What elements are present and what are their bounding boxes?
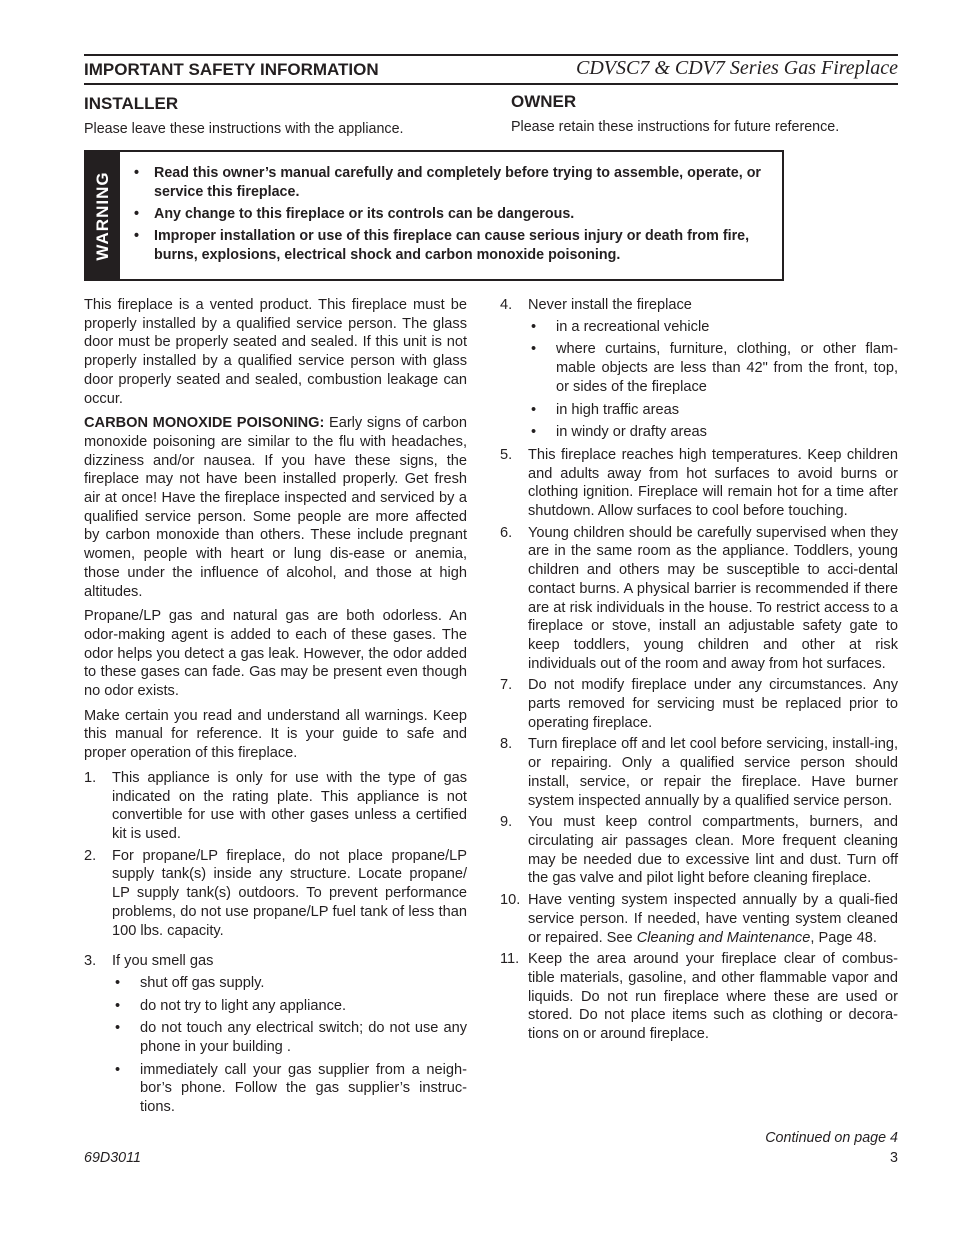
list-item-7: 7. Do not modify fireplace under any circumstances. Any parts removed for servicing must be replaced prior to operating fireplace. [500, 677, 898, 731]
sub-item: • do not touch any electrical switch; do not use any phone in your building . [115, 1020, 467, 1056]
sub-item: • shut off gas supply. [115, 974, 265, 991]
sub-item: • in a recreational vehicle [531, 318, 710, 335]
bullet-icon: • [531, 341, 537, 358]
list-item-11: 11. Keep the area around your fireplace clear of combus-tible materials, gasoline, and other flammable vapor and liquids. Do not run fireplace where these are used or stored. Do not place items such as clothing or decora-tions on or around fireplace. [500, 951, 898, 1043]
continued-note: Continued on page 4 [765, 1130, 898, 1146]
warning-item: • Read this owner’s manual carefully and completely before trying to assemble, operate, or service this fireplace. [134, 165, 761, 200]
sub-item: • do not try to light any appliance. [115, 997, 347, 1014]
list-item-4: 4. Never install the fireplace • in a recreational vehicle • where curtains, furniture, clothing, or other flam-mable objects are less than 42" from the front, top, or sides of the fireplace • in high traffic areas • in windy or drafty areas [500, 297, 898, 441]
header-top-rule [84, 54, 898, 56]
page-number: 3 [890, 1150, 898, 1166]
list-item-1: 1. This appliance is only for use with the type of gas indicated on the rating plate. This appliance is not convertible for use with other gases unless a certified kit is used. [84, 769, 467, 842]
bullet-icon: • [115, 1020, 121, 1037]
sub-item: • in windy or drafty areas [531, 424, 707, 441]
warning-item: • Improper installation or use of this fireplace can cause serious injury or death from fire, burns, explosions, electrical shock and carbon monoxide poisoning. [134, 228, 750, 263]
warning-label: WARNING [93, 171, 112, 261]
list-item-10: 10. Have venting system inspected annually by a quali-fied service person. If needed, have venting system cleaned or repaired. See Cleaning and Maintenance, Page 48. [500, 892, 898, 946]
bullet-icon: • [134, 165, 140, 181]
header-bottom-rule [84, 83, 898, 85]
paragraph-vented: This fireplace is a vented product. This fireplace must be properly installed by a qualified service person. The glass door must be properly seated and sealed. If this unit is not properly installed by a qualified service person with glass door properly seated and sealed, combustion leakage can occur. [84, 297, 467, 407]
co-label: CARBON MONOXIDE POISONING: [84, 415, 325, 432]
bullet-icon: • [531, 318, 537, 335]
warning-bar [86, 152, 120, 279]
bullet-icon: • [531, 424, 537, 441]
installer-text: Please leave these instructions with the appliance. [84, 121, 404, 137]
left-column [84, 296, 467, 1121]
paragraph-odorless: Propane/LP gas and natural gas are both odorless. An odor-making agent is added to each of these gases. The odor helps you detect a gas leak. However, the odor added to these gases can fade. Gas may be present even though no odor exists. [84, 608, 467, 700]
paragraph-warnings: Make certain you read and understand all warnings. Keep this manual for reference. It is your guide to safe and proper operation of this fireplace. [84, 707, 467, 762]
warning-box [84, 150, 784, 281]
list-item-5: 5. This fireplace reaches high temperatures. Keep children and adults away from hot surfaces to avoid burns or clothing ignition. Fireplace will remain hot for a time after shutdown. Allow surfaces to cool before touching. [500, 446, 898, 520]
warning-list [134, 164, 774, 268]
bullet-icon: • [531, 401, 537, 418]
cross-reference: Cleaning and Maintenance [636, 929, 811, 946]
list-item-8: 8. Turn fireplace off and let cool before servicing, install-ing, or repairing. Only a qualified service person should install, service, or repair the fireplace. Have burner system inspected annually by a qualified service person. [500, 736, 898, 809]
owner-text: Please retain these instructions for future reference. [511, 119, 840, 135]
bullet-icon: • [115, 974, 121, 991]
bullet-icon: • [134, 228, 140, 244]
paragraph-carbon-monoxide: CARBON MONOXIDE POISONING: Early signs of carbon monoxide poisoning are similar to the flu with headaches, dizziness and/or nausea. If you have these signs, the fireplace may not have been installed properly. Get fresh air at once! Have the fireplace inspected and serviced by a qualified service person. Some people are more affected by carbon monoxide than others. These include pregnant women, people with heart or lung dis-ease or anemia, those under the influence of alcohol, and those at high altitudes. [84, 415, 467, 600]
list-item-9: 9. You must keep control compartments, burners, and circulating air passages clean. More frequent cleaning may be needed due to excessive lint and dust. Turn off the gas valve and pilot light before cleaning fireplace. [500, 814, 898, 887]
document-title: CDVSC7 & CDV7 Series Gas Fireplace [575, 57, 898, 79]
list-item-2: 2. For propane/LP fireplace, do not place propane/LP supply tank(s) inside any structure. Locate propane/ LP supply tank(s) outdoors. To prevent performance problems, do not use propane/LP fuel tank of less than 100 lbs. capacity. [84, 847, 467, 939]
section-title: IMPORTANT SAFETY INFORMATION [84, 60, 379, 79]
sub-item: • immediately call your gas supplier from a neigh-bor’s phone. Follow the gas supplier’s instruc-tions. [115, 1061, 467, 1116]
installer-heading: INSTALLER [84, 94, 179, 113]
right-column [500, 296, 898, 1047]
bullet-icon: • [115, 1061, 121, 1078]
bullet-icon: • [134, 206, 140, 222]
owner-heading: OWNER [511, 92, 577, 111]
bullet-icon: • [115, 997, 121, 1014]
warning-item: • Any change to this fireplace or its controls can be dangerous. [134, 206, 575, 222]
document-number: 69D3011 [84, 1150, 141, 1166]
list-item-3: 3. If you smell gas • shut off gas supply. • do not try to light any appliance. • do not touch any electrical switch; do not use any phone in your building . • immediately call your gas supplier from a neigh-bor’s phone. Follow the gas supplier’s instruc-tions. [84, 953, 467, 1116]
sub-item: • where curtains, furniture, clothing, or other flam-mable objects are less than 42" from the front, top, or sides of the fireplace [531, 341, 898, 395]
sub-item: • in high traffic areas [531, 401, 680, 418]
list-item-6: 6. Young children should be carefully supervised when they are in the same room as the appliance. Toddlers, young children and others may be susceptible to acci-dental contact burns. A physical barrier is recommended if there are at risk individuals in the house. To restrict access to a fireplace or stove, install an adjustable safety gate to keep toddlers, young children and other at risk individuals out of the room and away from hot surfaces. [500, 524, 898, 672]
